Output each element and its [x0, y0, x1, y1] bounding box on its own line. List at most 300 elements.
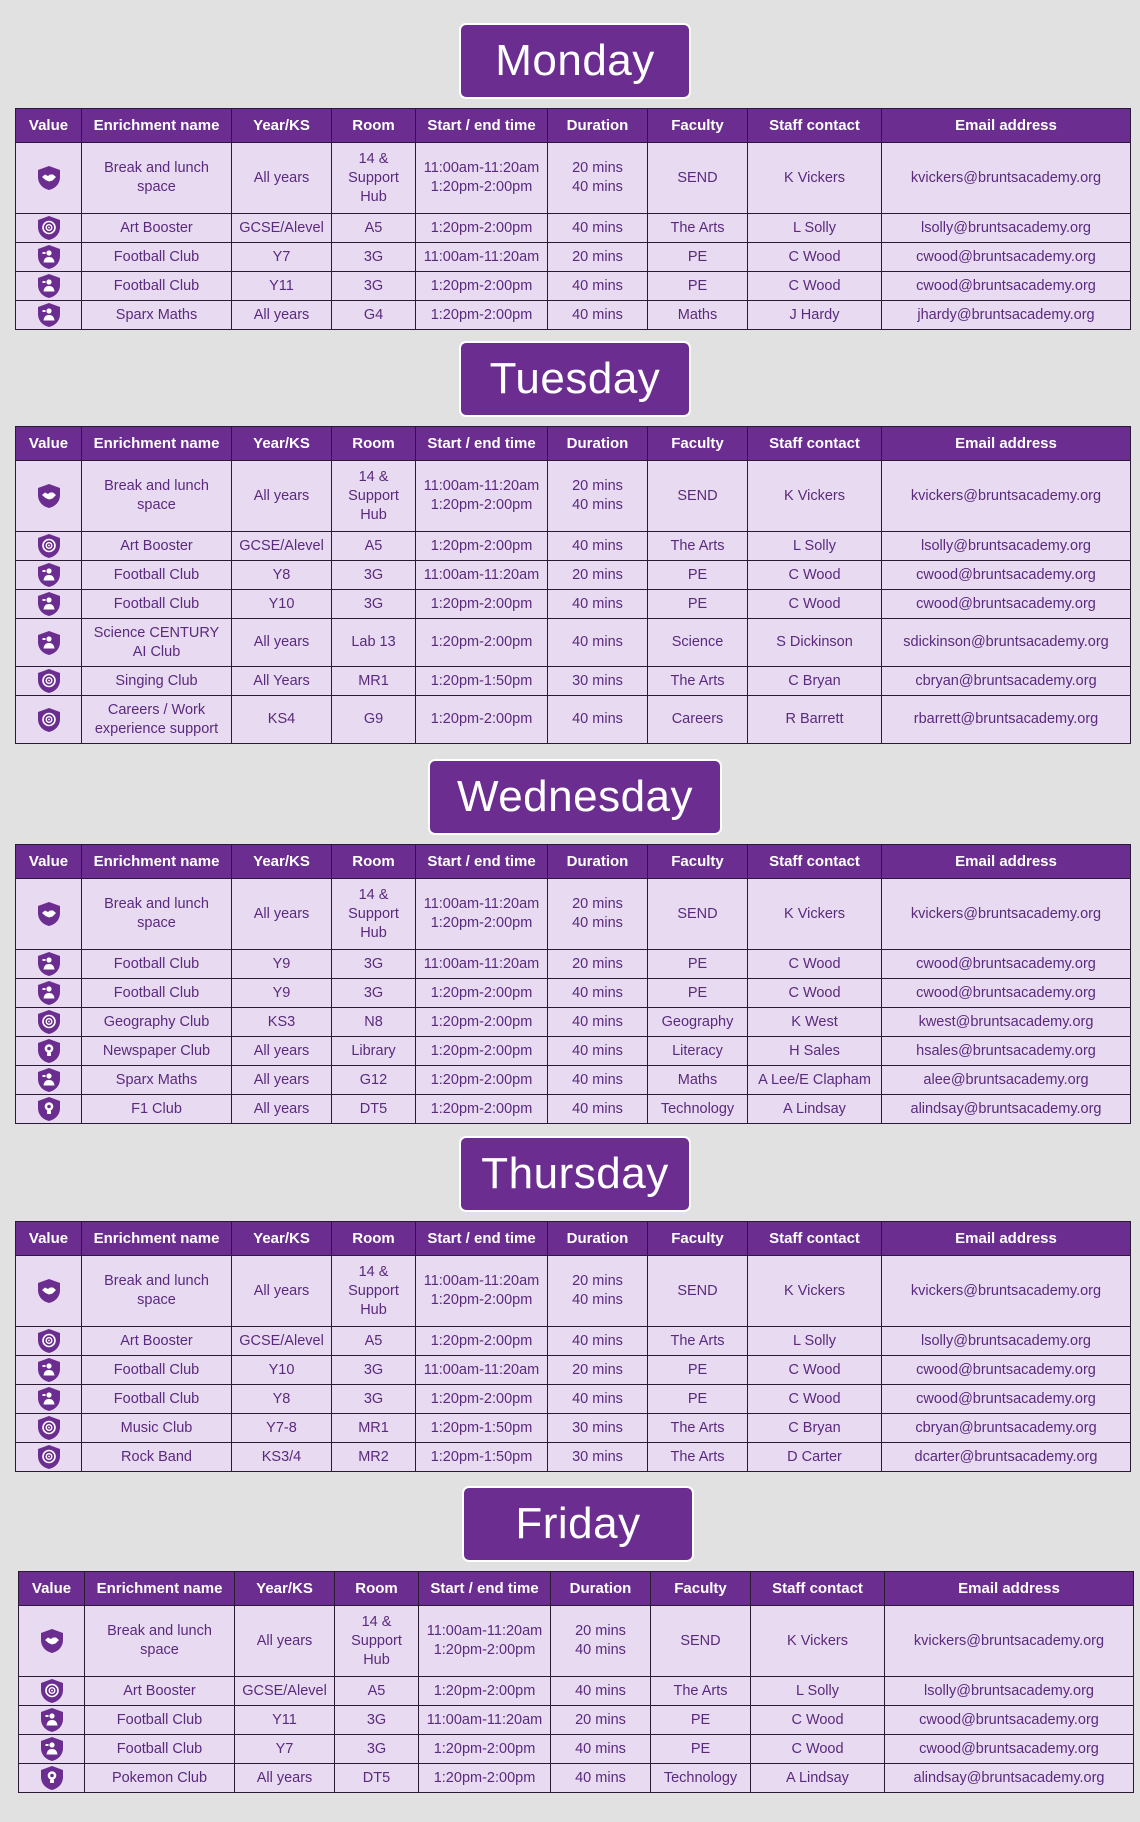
- cell-line: 40 mins: [572, 1100, 623, 1117]
- staff-contact-cell: J Hardy: [748, 301, 882, 330]
- cell-line: space: [137, 497, 176, 513]
- staff-contact-cell: D Carter: [748, 1443, 882, 1472]
- cell-line: 1:20pm-2:00pm: [430, 1390, 533, 1407]
- faculty-cell: Science: [648, 619, 748, 667]
- value-cell: [16, 1256, 82, 1327]
- cell-line: space: [137, 179, 176, 195]
- table-row: [16, 243, 1131, 272]
- value-cell: [16, 1037, 82, 1066]
- email-cell: kvickers@bruntsacademy.org: [882, 1256, 1131, 1327]
- schedule-table: [15, 844, 1131, 1124]
- shield-target-icon: [36, 1444, 62, 1470]
- day-title: Wednesday: [428, 759, 722, 835]
- time-cell: [416, 214, 548, 243]
- cell-line: 1:20pm-2:00pm: [430, 537, 533, 554]
- enrichment-name-cell: [82, 879, 232, 950]
- cell-line: 14 &: [358, 886, 389, 903]
- faculty-cell: PE: [648, 590, 748, 619]
- table-row: [16, 561, 1131, 590]
- cell-line: 40 mins: [575, 1682, 626, 1699]
- cell-line: Football Club: [116, 1740, 203, 1757]
- room-cell: [332, 1385, 416, 1414]
- cell-line: Break and lunch: [104, 160, 209, 176]
- enrichment-name-cell: [82, 1008, 232, 1037]
- column-header-room: Room: [332, 109, 416, 143]
- cell-line: 40 mins: [572, 277, 623, 294]
- faculty-cell: PE: [651, 1735, 751, 1764]
- time-cell: [416, 1385, 548, 1414]
- column-header-enrichment-name: Enrichment name: [82, 1222, 232, 1256]
- cell-line: 3G: [363, 1390, 384, 1407]
- column-header-faculty: Faculty: [648, 109, 748, 143]
- shield-person-icon: [36, 591, 62, 617]
- faculty-cell: PE: [648, 272, 748, 301]
- faculty-cell: PE: [651, 1706, 751, 1735]
- cell-line: 1:20pm-2:00pm: [430, 984, 533, 1001]
- year-cell: All years: [232, 1066, 332, 1095]
- cell-line: 1:20pm-2:00pm: [430, 1042, 533, 1059]
- time-cell: [416, 1256, 548, 1327]
- column-header-value: Value: [16, 109, 82, 143]
- staff-contact-cell: L Solly: [748, 532, 882, 561]
- schedule-table: [18, 1571, 1134, 1793]
- value-cell: [19, 1677, 85, 1706]
- room-cell: [332, 590, 416, 619]
- cell-line: G4: [363, 306, 384, 323]
- room-cell: [332, 214, 416, 243]
- cell-line: 40 mins: [572, 1292, 623, 1308]
- cell-line: Careers / Work: [107, 701, 206, 718]
- cell-line: 1:20pm-2:00pm: [433, 1682, 536, 1699]
- cell-line: 11:00am-11:20am: [423, 955, 540, 972]
- room-cell: [332, 619, 416, 667]
- enrichment-name-cell: [82, 1356, 232, 1385]
- column-header-room: Room: [335, 1572, 419, 1606]
- column-header-email-address: Email address: [882, 1222, 1131, 1256]
- faculty-cell: The Arts: [648, 1414, 748, 1443]
- year-cell: All years: [235, 1764, 335, 1793]
- shield-person-icon: [39, 1707, 65, 1733]
- staff-contact-cell: C Wood: [748, 561, 882, 590]
- enrichment-name-cell: [82, 1095, 232, 1124]
- enrichment-name-cell: [82, 1256, 232, 1327]
- table-row: [16, 950, 1131, 979]
- column-header-staff-contact: Staff contact: [748, 427, 882, 461]
- cell-line: 20 mins: [572, 955, 623, 972]
- shield-person-icon: [36, 562, 62, 588]
- shield-target-icon: [36, 533, 62, 559]
- column-header-year-ks: Year/KS: [232, 427, 332, 461]
- column-header-value: Value: [16, 1222, 82, 1256]
- room-cell: [332, 667, 416, 696]
- enrichment-name-cell: [82, 1414, 232, 1443]
- email-cell: lsolly@bruntsacademy.org: [882, 532, 1131, 561]
- cell-line: Library: [351, 1042, 396, 1059]
- cell-line: 14 &: [361, 1613, 392, 1630]
- header-row: [16, 845, 1131, 879]
- staff-contact-cell: A Lindsay: [748, 1095, 882, 1124]
- time-cell: [416, 590, 548, 619]
- cell-line: 1:20pm-2:00pm: [430, 497, 533, 513]
- cell-line: Break and lunch: [104, 478, 209, 494]
- table-row: [16, 696, 1131, 744]
- cell-line: Football Club: [113, 1361, 200, 1378]
- cell-line: Art Booster: [120, 1332, 193, 1349]
- email-cell: lsolly@bruntsacademy.org: [882, 1327, 1131, 1356]
- value-cell: [16, 950, 82, 979]
- cell-line: 11:00am-11:20am: [423, 566, 540, 583]
- email-cell: dcarter@bruntsacademy.org: [882, 1443, 1131, 1472]
- faculty-cell: SEND: [648, 1256, 748, 1327]
- cell-line: 1:20pm-2:00pm: [430, 1013, 533, 1030]
- time-cell: [416, 243, 548, 272]
- column-header-year-ks: Year/KS: [232, 1222, 332, 1256]
- room-cell: [332, 696, 416, 744]
- day-title: Tuesday: [459, 341, 691, 417]
- header-row: [16, 1222, 1131, 1256]
- shield-handshake-icon: [36, 483, 62, 509]
- staff-contact-cell: K Vickers: [748, 879, 882, 950]
- duration-cell: [548, 461, 648, 532]
- time-cell: [419, 1677, 551, 1706]
- column-header-duration: Duration: [548, 845, 648, 879]
- room-cell: [335, 1735, 419, 1764]
- table-row: [16, 1037, 1131, 1066]
- cell-line: 1:20pm-2:00pm: [430, 1071, 533, 1088]
- cell-line: 3G: [363, 1361, 384, 1378]
- value-cell: [16, 532, 82, 561]
- table-row: [16, 1356, 1131, 1385]
- duration-cell: [548, 143, 648, 214]
- room-cell: [335, 1677, 419, 1706]
- cell-line: Hub: [360, 1301, 387, 1318]
- time-cell: [416, 1008, 548, 1037]
- enrichment-name-cell: [85, 1735, 235, 1764]
- enrichment-name-cell: [82, 243, 232, 272]
- cell-line: 30 mins: [572, 672, 623, 689]
- cell-line: 30 mins: [572, 1419, 623, 1436]
- table-row: [16, 272, 1131, 301]
- cell-line: 11:00am-11:20am: [426, 1623, 543, 1639]
- table-row: [16, 667, 1131, 696]
- cell-line: Football Club: [113, 1390, 200, 1407]
- staff-contact-cell: C Wood: [751, 1706, 885, 1735]
- duration-cell: [548, 879, 648, 950]
- cell-line: 40 mins: [572, 179, 623, 195]
- header-row: [16, 427, 1131, 461]
- room-cell: [332, 243, 416, 272]
- cell-line: 20 mins: [572, 566, 623, 583]
- cell-line: Football Club: [113, 277, 200, 294]
- faculty-cell: The Arts: [648, 532, 748, 561]
- faculty-cell: Geography: [648, 1008, 748, 1037]
- email-cell: kvickers@bruntsacademy.org: [882, 461, 1131, 532]
- column-header-staff-contact: Staff contact: [748, 109, 882, 143]
- room-cell: [332, 1256, 416, 1327]
- enrichment-name-cell: [85, 1677, 235, 1706]
- enrichment-name-cell: [85, 1764, 235, 1793]
- staff-contact-cell: K Vickers: [748, 461, 882, 532]
- day-title: Friday: [462, 1486, 694, 1562]
- cell-line: 3G: [363, 248, 384, 265]
- staff-contact-cell: K West: [748, 1008, 882, 1037]
- duration-cell: [548, 561, 648, 590]
- table-row: [19, 1706, 1134, 1735]
- faculty-cell: PE: [648, 1356, 748, 1385]
- table-row: [16, 143, 1131, 214]
- cell-line: 40 mins: [572, 219, 623, 236]
- cell-line: 1:20pm-2:00pm: [430, 1292, 533, 1308]
- enrichment-name-cell: [82, 214, 232, 243]
- cell-line: 11:00am-11:20am: [423, 478, 540, 494]
- year-cell: All years: [232, 619, 332, 667]
- shield-target-icon: [36, 668, 62, 694]
- cell-line: A5: [364, 219, 383, 236]
- cell-line: 40 mins: [572, 1332, 623, 1349]
- time-cell: [416, 561, 548, 590]
- faculty-cell: The Arts: [648, 667, 748, 696]
- cell-line: 20 mins: [572, 248, 623, 265]
- cell-line: Break and lunch: [104, 896, 209, 912]
- room-cell: [332, 1443, 416, 1472]
- enrichment-name-cell: [82, 272, 232, 301]
- cell-line: 1:20pm-2:00pm: [430, 595, 533, 612]
- shield-target-icon: [36, 1415, 62, 1441]
- shield-handshake-icon: [36, 901, 62, 927]
- email-cell: cwood@bruntsacademy.org: [885, 1706, 1134, 1735]
- email-cell: cwood@bruntsacademy.org: [882, 590, 1131, 619]
- duration-cell: [548, 1095, 648, 1124]
- duration-cell: [548, 1356, 648, 1385]
- value-cell: [16, 243, 82, 272]
- year-cell: Y8: [232, 561, 332, 590]
- shield-lightbulb-icon: [36, 1096, 62, 1122]
- cell-line: 40 mins: [572, 595, 623, 612]
- table-row: [16, 461, 1131, 532]
- value-cell: [16, 1414, 82, 1443]
- shield-lightbulb-icon: [36, 1038, 62, 1064]
- year-cell: All years: [232, 461, 332, 532]
- cell-line: A5: [364, 537, 383, 554]
- cell-line: 40 mins: [572, 634, 623, 650]
- column-header-value: Value: [16, 845, 82, 879]
- cell-line: Sparx Maths: [115, 306, 198, 323]
- duration-cell: [551, 1606, 651, 1677]
- staff-contact-cell: L Solly: [751, 1677, 885, 1706]
- value-cell: [16, 1327, 82, 1356]
- column-header-faculty: Faculty: [648, 427, 748, 461]
- email-cell: kwest@bruntsacademy.org: [882, 1008, 1131, 1037]
- duration-cell: [548, 1008, 648, 1037]
- email-cell: cwood@bruntsacademy.org: [885, 1735, 1134, 1764]
- cell-line: space: [140, 1642, 179, 1658]
- room-cell: [332, 979, 416, 1008]
- staff-contact-cell: C Wood: [751, 1735, 885, 1764]
- cell-line: G12: [359, 1071, 388, 1088]
- enrichment-name-cell: [82, 1037, 232, 1066]
- room-cell: [335, 1706, 419, 1735]
- email-cell: cwood@bruntsacademy.org: [882, 243, 1131, 272]
- year-cell: KS4: [232, 696, 332, 744]
- room-cell: [332, 1414, 416, 1443]
- time-cell: [416, 532, 548, 561]
- column-header-value: Value: [19, 1572, 85, 1606]
- table-row: [16, 1327, 1131, 1356]
- email-cell: hsales@bruntsacademy.org: [882, 1037, 1131, 1066]
- staff-contact-cell: C Wood: [748, 950, 882, 979]
- cell-line: space: [137, 1292, 176, 1308]
- cell-line: A5: [367, 1682, 386, 1699]
- faculty-cell: SEND: [648, 143, 748, 214]
- staff-contact-cell: A Lee/E Clapham: [748, 1066, 882, 1095]
- value-cell: [16, 1356, 82, 1385]
- enrichment-name-cell: [85, 1606, 235, 1677]
- email-cell: alee@bruntsacademy.org: [882, 1066, 1131, 1095]
- shield-handshake-icon: [36, 1278, 62, 1304]
- faculty-cell: PE: [648, 979, 748, 1008]
- cell-line: 3G: [363, 955, 384, 972]
- faculty-cell: PE: [648, 243, 748, 272]
- enrichment-name-cell: [82, 696, 232, 744]
- table-row: [16, 301, 1131, 330]
- email-cell: cbryan@bruntsacademy.org: [882, 1414, 1131, 1443]
- column-header-enrichment-name: Enrichment name: [82, 845, 232, 879]
- faculty-cell: Technology: [651, 1764, 751, 1793]
- faculty-cell: Maths: [648, 301, 748, 330]
- value-cell: [16, 143, 82, 214]
- shield-target-icon: [36, 215, 62, 241]
- cell-line: 11:00am-11:20am: [423, 1273, 540, 1289]
- cell-line: 1:20pm-2:00pm: [430, 277, 533, 294]
- time-cell: [416, 1414, 548, 1443]
- faculty-cell: Careers: [648, 696, 748, 744]
- shield-person-icon: [36, 980, 62, 1006]
- cell-line: Break and lunch: [107, 1623, 212, 1639]
- duration-cell: [551, 1677, 651, 1706]
- value-cell: [19, 1735, 85, 1764]
- cell-line: 1:20pm-2:00pm: [430, 179, 533, 195]
- cell-line: 20 mins: [572, 478, 623, 494]
- enrichment-name-cell: [82, 1443, 232, 1472]
- cell-line: F1 Club: [131, 1100, 182, 1117]
- time-cell: [416, 979, 548, 1008]
- faculty-cell: Maths: [648, 1066, 748, 1095]
- cell-line: 1:20pm-1:50pm: [430, 1448, 533, 1465]
- year-cell: KS3: [232, 1008, 332, 1037]
- table-row: [16, 532, 1131, 561]
- staff-contact-cell: K Vickers: [748, 143, 882, 214]
- enrichment-name-cell: [82, 301, 232, 330]
- staff-contact-cell: C Wood: [748, 272, 882, 301]
- enrichment-name-cell: [82, 1066, 232, 1095]
- table-row: [16, 1095, 1131, 1124]
- staff-contact-cell: H Sales: [748, 1037, 882, 1066]
- cell-line: Music Club: [120, 1419, 193, 1436]
- cell-line: 1:20pm-1:50pm: [430, 1419, 533, 1436]
- column-header-duration: Duration: [551, 1572, 651, 1606]
- email-cell: kvickers@bruntsacademy.org: [882, 143, 1131, 214]
- room-cell: [332, 1327, 416, 1356]
- time-cell: [416, 1356, 548, 1385]
- cell-line: 40 mins: [572, 497, 623, 513]
- staff-contact-cell: S Dickinson: [748, 619, 882, 667]
- duration-cell: [548, 272, 648, 301]
- time-cell: [416, 879, 548, 950]
- value-cell: [16, 619, 82, 667]
- column-header-year-ks: Year/KS: [232, 845, 332, 879]
- column-header-faculty: Faculty: [648, 845, 748, 879]
- table-row: [16, 879, 1131, 950]
- email-cell: cwood@bruntsacademy.org: [882, 950, 1131, 979]
- enrichment-name-cell: [82, 532, 232, 561]
- column-header-staff-contact: Staff contact: [751, 1572, 885, 1606]
- email-cell: jhardy@bruntsacademy.org: [882, 301, 1131, 330]
- cell-line: G9: [363, 711, 384, 727]
- duration-cell: [548, 1066, 648, 1095]
- cell-line: Hub: [360, 506, 387, 523]
- cell-line: DT5: [359, 1100, 388, 1117]
- cell-line: 11:00am-11:20am: [423, 248, 540, 265]
- cell-line: Support: [351, 1632, 402, 1649]
- value-cell: [16, 879, 82, 950]
- value-cell: [19, 1706, 85, 1735]
- column-header-email-address: Email address: [885, 1572, 1134, 1606]
- duration-cell: [548, 1256, 648, 1327]
- cell-line: MR1: [358, 672, 389, 689]
- year-cell: Y9: [232, 950, 332, 979]
- column-header-staff-contact: Staff contact: [748, 845, 882, 879]
- time-cell: [416, 1443, 548, 1472]
- year-cell: All years: [232, 301, 332, 330]
- table-row: [19, 1677, 1134, 1706]
- cell-line: Art Booster: [123, 1682, 196, 1699]
- cell-line: 40 mins: [572, 1042, 623, 1059]
- duration-cell: [548, 1443, 648, 1472]
- table-row: [19, 1764, 1134, 1793]
- value-cell: [19, 1764, 85, 1793]
- year-cell: GCSE/Alevel: [235, 1677, 335, 1706]
- day-title: Thursday: [459, 1136, 691, 1212]
- header-row: [19, 1572, 1134, 1606]
- cell-line: 1:20pm-1:50pm: [430, 672, 533, 689]
- cell-line: 40 mins: [572, 711, 623, 727]
- duration-cell: [548, 696, 648, 744]
- cell-line: Support: [348, 1282, 399, 1299]
- value-cell: [16, 214, 82, 243]
- year-cell: All years: [232, 143, 332, 214]
- cell-line: 40 mins: [572, 306, 623, 323]
- email-cell: kvickers@bruntsacademy.org: [885, 1606, 1134, 1677]
- value-cell: [16, 1095, 82, 1124]
- table-row: [16, 619, 1131, 667]
- room-cell: [335, 1606, 419, 1677]
- faculty-cell: Technology: [648, 1095, 748, 1124]
- staff-contact-cell: C Wood: [748, 590, 882, 619]
- shield-lightbulb-icon: [39, 1765, 65, 1791]
- faculty-cell: The Arts: [651, 1677, 751, 1706]
- duration-cell: [548, 1327, 648, 1356]
- table-row: [19, 1735, 1134, 1764]
- cell-line: 1:20pm-2:00pm: [430, 634, 533, 650]
- cell-line: 40 mins: [572, 537, 623, 554]
- duration-cell: [548, 619, 648, 667]
- cell-line: Football Club: [113, 566, 200, 583]
- time-cell: [419, 1735, 551, 1764]
- year-cell: All years: [232, 1256, 332, 1327]
- cell-line: 1:20pm-2:00pm: [430, 1100, 533, 1117]
- room-cell: [332, 950, 416, 979]
- table-row: [16, 590, 1131, 619]
